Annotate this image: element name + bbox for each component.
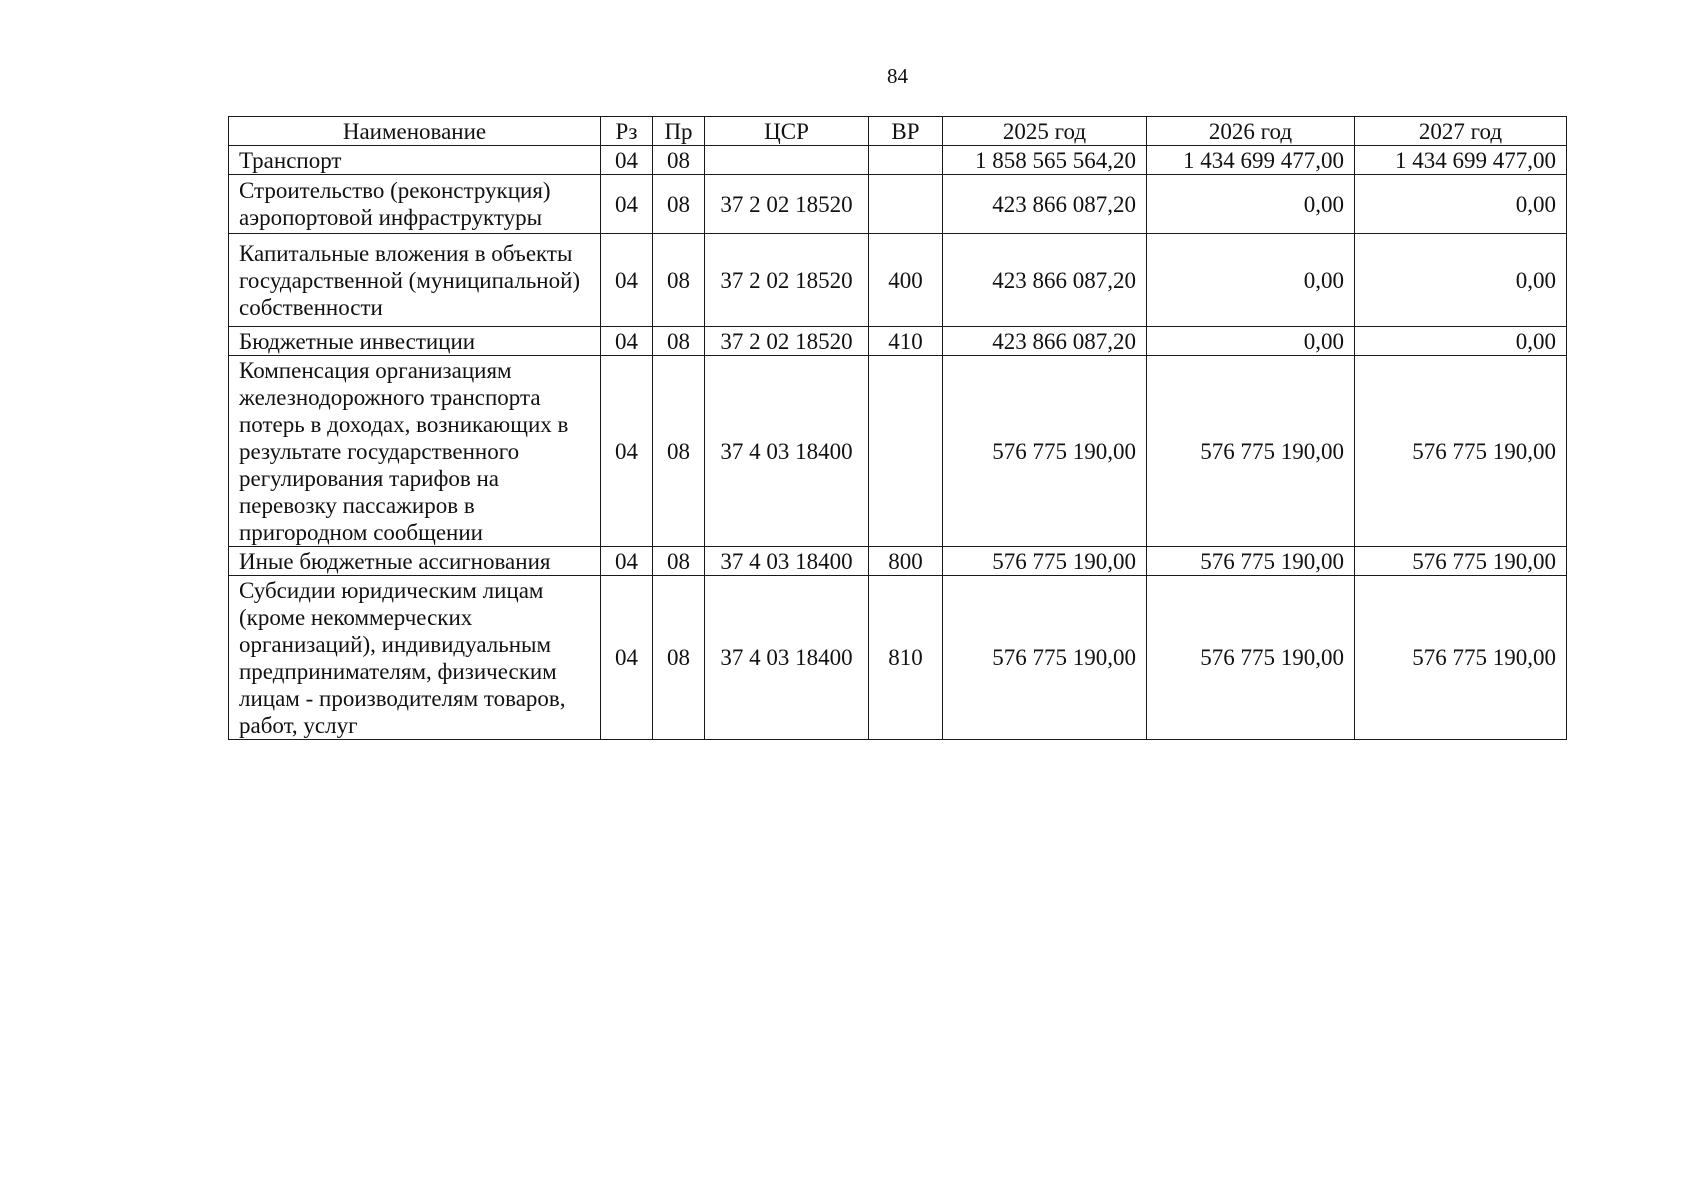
- cell-rz: 04: [601, 146, 653, 175]
- cell-rz: 04: [601, 547, 653, 576]
- cell-csr: 37 4 03 18400: [705, 356, 869, 547]
- table-row: [229, 327, 1567, 356]
- cell-csr: 37 4 03 18400: [705, 576, 869, 740]
- cell-rz: 04: [601, 175, 653, 234]
- cell-2025: 576 775 190,00: [943, 356, 1147, 547]
- cell-pr: 08: [653, 327, 705, 356]
- cell-vr: [869, 356, 943, 547]
- header-pr: Пр: [653, 117, 705, 146]
- cell-2027: 576 775 190,00: [1355, 576, 1567, 740]
- cell-csr: 37 2 02 18520: [705, 234, 869, 327]
- cell-2025: 423 866 087,20: [943, 327, 1147, 356]
- cell-vr: 810: [869, 576, 943, 740]
- cell-2026: 0,00: [1147, 327, 1355, 356]
- table-row: [229, 234, 1567, 327]
- cell-2025: 576 775 190,00: [943, 576, 1147, 740]
- cell-name: Транспорт: [229, 146, 601, 175]
- cell-2027: 576 775 190,00: [1355, 547, 1567, 576]
- cell-2027: 0,00: [1355, 175, 1567, 234]
- table-row: [229, 356, 1567, 547]
- table-row: [229, 576, 1567, 740]
- cell-vr: [869, 175, 943, 234]
- table-row: [229, 146, 1567, 175]
- cell-2025: 1 858 565 564,20: [943, 146, 1147, 175]
- cell-csr: 37 4 03 18400: [705, 547, 869, 576]
- header-2026: 2026 год: [1147, 117, 1355, 146]
- cell-2027: 576 775 190,00: [1355, 356, 1567, 547]
- header-2025: 2025 год: [943, 117, 1147, 146]
- cell-csr: [705, 146, 869, 175]
- table-row: [229, 175, 1567, 234]
- cell-2025: 423 866 087,20: [943, 175, 1147, 234]
- cell-2026: 576 775 190,00: [1147, 356, 1355, 547]
- header-vr: ВР: [869, 117, 943, 146]
- table-row: [229, 547, 1567, 576]
- cell-2026: 576 775 190,00: [1147, 547, 1355, 576]
- cell-vr: 410: [869, 327, 943, 356]
- cell-pr: 08: [653, 146, 705, 175]
- budget-table: [228, 116, 1567, 740]
- cell-pr: 08: [653, 576, 705, 740]
- cell-2026: 576 775 190,00: [1147, 576, 1355, 740]
- table-header-row: [229, 117, 1567, 146]
- cell-2025: 423 866 087,20: [943, 234, 1147, 327]
- cell-vr: [869, 146, 943, 175]
- cell-name: Бюджетные инвестиции: [229, 327, 601, 356]
- cell-rz: 04: [601, 576, 653, 740]
- cell-2027: 0,00: [1355, 234, 1567, 327]
- cell-name: Капитальные вложения в объекты государственной (муниципальной) собственности: [229, 234, 601, 327]
- cell-2026: 0,00: [1147, 175, 1355, 234]
- cell-csr: 37 2 02 18520: [705, 175, 869, 234]
- cell-rz: 04: [601, 356, 653, 547]
- cell-name: Компенсация организациям железнодорожного транспорта потерь в доходах, возникающих в результате государственного регулирования тарифов на перевозку пассажиров в пригородном сообщении: [229, 356, 601, 547]
- cell-vr: 800: [869, 547, 943, 576]
- cell-pr: 08: [653, 175, 705, 234]
- cell-pr: 08: [653, 547, 705, 576]
- cell-pr: 08: [653, 234, 705, 327]
- cell-name: Иные бюджетные ассигнования: [229, 547, 601, 576]
- cell-name: Строительство (реконструкция) аэропортовой инфраструктуры: [229, 175, 601, 234]
- cell-2026: 1 434 699 477,00: [1147, 146, 1355, 175]
- cell-2027: 1 434 699 477,00: [1355, 146, 1567, 175]
- cell-pr: 08: [653, 356, 705, 547]
- header-name: Наименование: [229, 117, 601, 146]
- cell-vr: 400: [869, 234, 943, 327]
- cell-2026: 0,00: [1147, 234, 1355, 327]
- page-number: 84: [887, 64, 908, 88]
- cell-csr: 37 2 02 18520: [705, 327, 869, 356]
- header-csr: ЦСР: [705, 117, 869, 146]
- cell-name: Субсидии юридическим лицам (кроме некоммерческих организаций), индивидуальным предпринимателям, физическим лицам - производителям товаров, работ, услуг: [229, 576, 601, 740]
- header-2027: 2027 год: [1355, 117, 1567, 146]
- cell-2025: 576 775 190,00: [943, 547, 1147, 576]
- header-rz: Рз: [601, 117, 653, 146]
- cell-rz: 04: [601, 234, 653, 327]
- cell-2027: 0,00: [1355, 327, 1567, 356]
- cell-rz: 04: [601, 327, 653, 356]
